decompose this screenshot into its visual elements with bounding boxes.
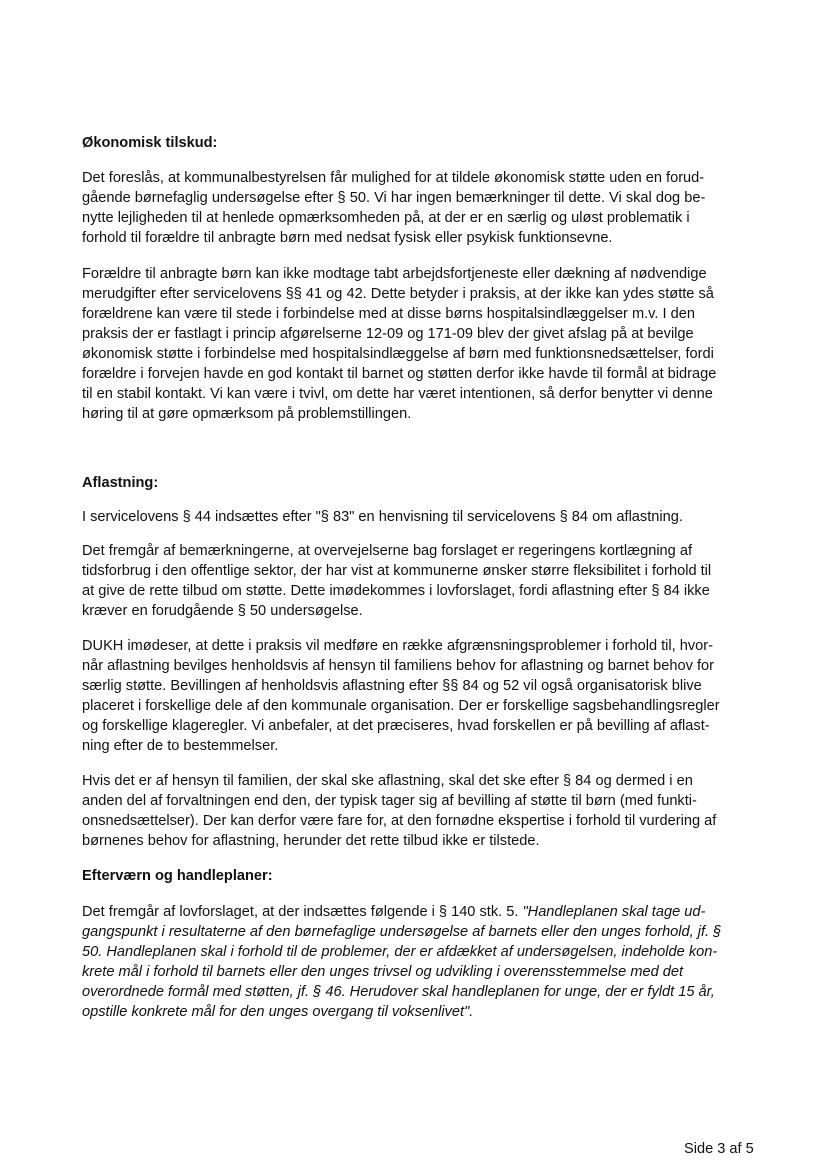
paragraph-line: anden del af forvaltningen end den, der typisk tager sig af bevilling af støtte til børn (med funkti- — [82, 793, 697, 809]
paragraph-line: børnenes behov for aflastning, herunder det rette tilbud ikke er tilstede. — [82, 833, 540, 849]
quoted-line: gangspunkt i resultaterne af den børnefaglige undersøgelse af barnets eller den unges forhold, jf. § — [82, 924, 722, 940]
paragraph-line: høring til at gøre opmærksom på problemstillingen. — [82, 406, 412, 422]
quoted-line: opstille konkrete mål for den unges overgang til voksenlivet". — [82, 1004, 474, 1020]
section-heading-efterv: Efterværn og handleplaner: — [82, 868, 273, 884]
paragraph-line: ning efter de to bestemmelser. — [82, 738, 279, 754]
quoted-line: krete mål i forhold til barnets eller den unges trivsel og udvikling i overensstemmelse med det — [82, 964, 684, 980]
section-heading-aflastning: Aflastning: — [82, 475, 159, 491]
paragraph-line: Forældre til anbragte børn kan ikke modtage tabt arbejdsfortjeneste eller dækning af nødvendige — [82, 266, 707, 282]
quoted-text: "Handleplanen skal tage ud- — [522, 904, 706, 920]
paragraph-line: merudgifter efter servicelovens §§ 41 og 42. Dette betyder i praksis, at der ikke kan ydes støtte så — [82, 286, 714, 302]
page-number: Side 3 af 5 — [684, 1141, 754, 1157]
section-heading-okonomisk-tilskud: Økonomisk tilskud: — [82, 135, 218, 151]
paragraph-line: praksis der er fastlagt i princip afgørelserne 12-09 og 171-09 blev der givet afslag på at bevilge — [82, 326, 694, 342]
paragraph-line: gående børnefaglig undersøgelse efter § 50. Vi har ingen bemærkninger til dette. Vi skal dog be- — [82, 190, 706, 206]
paragraph-line: kræver en forudgående § 50 undersøgelse. — [82, 603, 363, 619]
paragraph-line: DUKH imødeser, at dette i praksis vil medføre en række afgrænsningsproblemer i forhold til, hvor- — [82, 638, 714, 654]
paragraph-line: forhold til forældre til anbragte børn med nedsat fysisk eller psykisk funktionsevne. — [82, 230, 613, 246]
paragraph-line: at give de rette tilbud om støtte. Dette imødekommes i lovforslaget, fordi aflastning efter § 84 ikke — [82, 583, 710, 599]
paragraph-text: Det fremgår af lovforslaget, at der indsættes følgende i § 140 stk. 5. — [82, 904, 523, 920]
paragraph-line: Det fremgår af bemærkningerne, at overvejelserne bag forslaget er regeringens kortlægning af — [82, 543, 693, 559]
paragraph-line: Det foreslås, at kommunalbestyrelsen får mulighed for at tildele økonomisk støtte uden en forud- — [82, 170, 705, 186]
paragraph-line: forældrene kan være til stede i forbindelse med at disse børns hospitalsindlæggelser m.v. I den — [82, 306, 695, 322]
paragraph-line: særlig støtte. Bevillingen af henholdsvis aflastning efter §§ 84 og 52 vil også organisatorisk blive — [82, 678, 702, 694]
paragraph-line: og forskellige klageregler. Vi anbefaler, at det præciseres, hvad forskellen er på bevilling af aflast- — [82, 718, 710, 734]
quoted-line: overordnede formål med støtten, jf. § 46. Herudover skal handleplanen for unge, der er fyldt 15 år, — [82, 984, 715, 1000]
paragraph-line: økonomisk støtte i forbindelse med hospitalsindlæggelse af børn med funktionsnedsættelser, fordi — [82, 346, 714, 362]
paragraph-line: Hvis det er af hensyn til familien, der skal ske aflastning, skal det ske efter § 84 og dermed i en — [82, 773, 693, 789]
paragraph-line: tidsforbrug i den offentlige sektor, der har vist at kommunerne ønsker større fleksibilitet i forhold til — [82, 563, 712, 579]
paragraph-line: forældre i forvejen havde en god kontakt til barnet og støtten derfor ikke havde til formål at bidrage — [82, 366, 717, 382]
quoted-line: 50. Handleplanen skal i forhold til de problemer, der er afdækket af undersøgelsen, indeholde kon- — [82, 944, 718, 960]
paragraph-line: I servicelovens § 44 indsættes efter "§ 83" en henvisning til servicelovens § 84 om aflastning. — [82, 509, 683, 525]
paragraph-line: onsnedsættelser). Der kan derfor være fare for, at den fornødne ekspertise i forhold til vurdering af — [82, 813, 717, 829]
paragraph-line: placeret i forskellige dele af den kommunale organisation. Der er forskellige sagsbehandlingsregler — [82, 698, 720, 714]
paragraph-line: når aflastning bevilges henholdsvis af hensyn til familiens behov for aflastning og barnet behov for — [82, 658, 714, 674]
paragraph-line — [82, 902, 705, 922]
paragraph-line: nytte lejligheden til at henlede opmærksomheden på, at der er en særlig og uløst problematik i — [82, 210, 690, 226]
paragraph-line: til en stabil kontakt. Vi kan være i tvivl, om dette har været intentionen, så derfor benytter vi denne — [82, 386, 713, 402]
